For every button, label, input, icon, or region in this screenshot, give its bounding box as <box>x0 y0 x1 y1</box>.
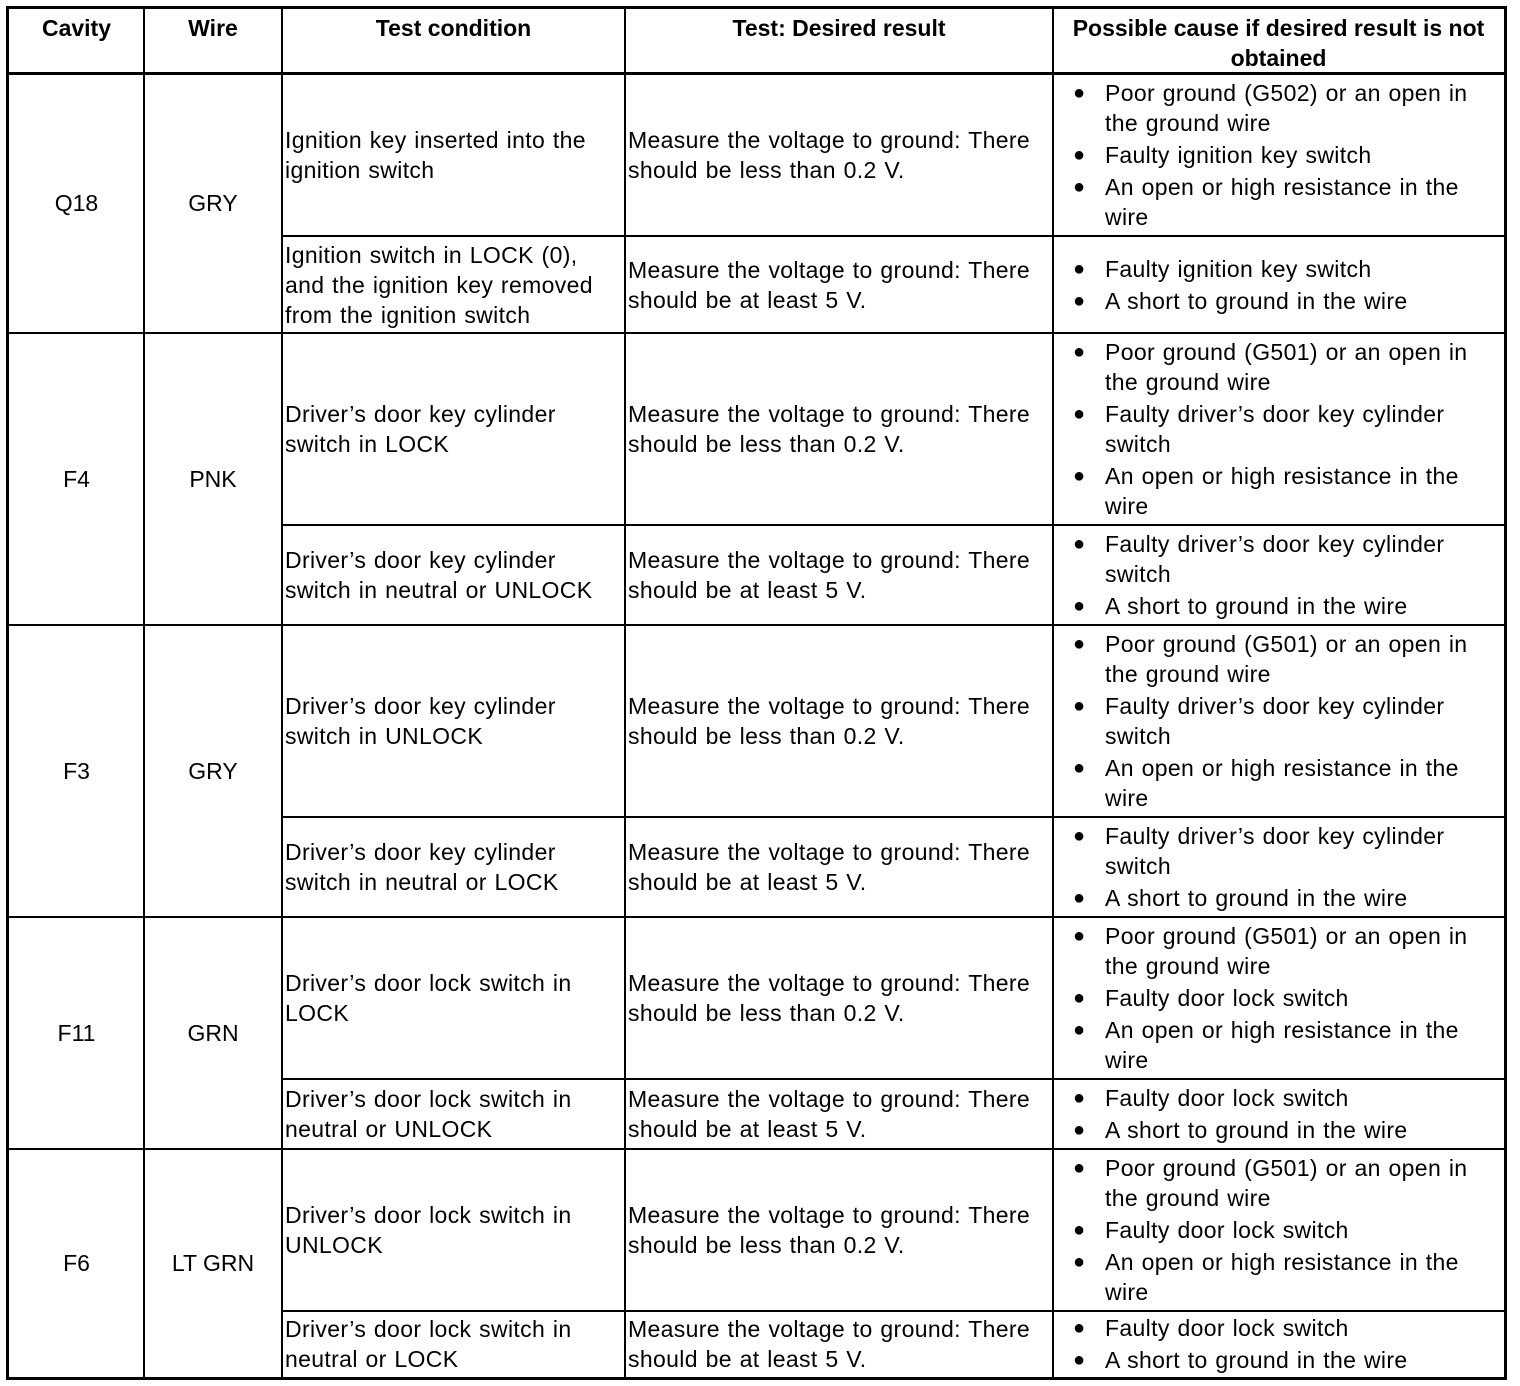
bullet-icon: ● <box>1073 1019 1086 1041</box>
desired-result-text: Measure the voltage to ground: There should be at least 5 V. <box>628 547 1031 603</box>
test-condition-text: Driver’s door lock switch in LOCK <box>285 970 572 1026</box>
header-desired-result: Test: Desired result <box>732 15 946 41</box>
test-condition-text: Driver’s door lock switch in UNLOCK <box>285 1202 572 1258</box>
bullet-icon: ● <box>1073 465 1086 487</box>
test-condition-text: Driver’s door key cylinder switch in LOCK <box>285 401 556 457</box>
cause-text: Poor ground (G501) or an open in the ground wire <box>1105 923 1468 979</box>
bullet-icon: ● <box>1073 403 1086 425</box>
bullet-icon: ● <box>1073 925 1086 947</box>
possible-cause-cell <box>1053 525 1504 625</box>
desired-result-cell <box>625 525 1053 625</box>
possible-cause-cell <box>1053 1079 1504 1149</box>
cause-list-item <box>1073 254 1504 284</box>
cause-list-item <box>1073 529 1504 589</box>
cause-text: Faulty driver’s door key cylinder switch <box>1105 531 1445 587</box>
bullet-icon: ● <box>1073 1349 1086 1371</box>
cause-list-item <box>1073 1215 1504 1245</box>
desired-result-cell <box>625 917 1053 1079</box>
cause-text: Faulty driver’s door key cylinder switch <box>1105 823 1445 879</box>
wire-color-cell: GRN <box>187 1019 239 1046</box>
desired-result-text: Measure the voltage to ground: There should be at least 5 V. <box>628 1086 1031 1142</box>
cause-text: Poor ground (G501) or an open in the ground wire <box>1105 339 1468 395</box>
desired-result-cell <box>625 625 1053 817</box>
cause-text: Faulty door lock switch <box>1105 1217 1349 1243</box>
wire-color-cell: LT GRN <box>171 1249 255 1276</box>
bullet-icon: ● <box>1073 757 1086 779</box>
test-condition-cell <box>282 817 625 917</box>
test-condition-cell <box>282 1149 625 1311</box>
cause-text: Faulty door lock switch <box>1105 1085 1349 1111</box>
cause-text: An open or high resistance in the wire <box>1105 174 1459 230</box>
header-possible-cause: Possible cause if desired result is not obtained <box>1072 15 1485 71</box>
wire-color-cell: PNK <box>189 465 237 492</box>
cause-text: A short to ground in the wire <box>1105 1347 1408 1373</box>
test-condition-cell <box>282 1311 625 1377</box>
bullet-icon: ● <box>1073 825 1086 847</box>
possible-cause-cell <box>1053 625 1504 817</box>
cause-text: Poor ground (G501) or an open in the ground wire <box>1105 631 1468 687</box>
bullet-icon: ● <box>1073 695 1086 717</box>
cause-list-item <box>1073 983 1504 1013</box>
desired-result-cell <box>625 1149 1053 1311</box>
cause-list-item <box>1073 337 1504 397</box>
cause-text: Faulty door lock switch <box>1105 985 1349 1011</box>
cause-list-item <box>1073 78 1504 138</box>
bullet-icon: ● <box>1073 633 1086 655</box>
cause-list-item <box>1073 753 1504 813</box>
test-condition-text: Driver’s door key cylinder switch in UNLOCK <box>285 693 556 749</box>
cause-list-item <box>1073 461 1504 521</box>
desired-result-text: Measure the voltage to ground: There should be at least 5 V. <box>628 1316 1031 1372</box>
bullet-icon: ● <box>1073 289 1086 312</box>
cause-text: A short to ground in the wire <box>1105 1117 1408 1143</box>
desired-result-text: Measure the voltage to ground: There should be less than 0.2 V. <box>628 970 1031 1026</box>
cause-list-item <box>1073 172 1504 232</box>
diagnostic-table <box>6 6 1507 1380</box>
desired-result-cell <box>625 333 1053 525</box>
cavity-cell: Q18 <box>54 190 99 216</box>
cause-text: A short to ground in the wire <box>1105 593 1408 619</box>
desired-result-text: Measure the voltage to ground: There should be less than 0.2 V. <box>628 127 1031 183</box>
cavity-cell: F6 <box>63 1249 90 1276</box>
test-condition-cell <box>282 917 625 1079</box>
test-condition-text: Driver’s door lock switch in neutral or UNLOCK <box>285 1086 572 1142</box>
cause-text: A short to ground in the wire <box>1105 885 1408 911</box>
cause-list-item <box>1073 1345 1504 1375</box>
cause-text: An open or high resistance in the wire <box>1105 463 1459 519</box>
cause-list-item <box>1073 399 1504 459</box>
test-condition-cell <box>282 74 625 236</box>
test-condition-cell <box>282 525 625 625</box>
test-condition-text: Driver’s door key cylinder switch in neutral or LOCK <box>285 839 559 895</box>
cause-text: Poor ground (G502) or an open in the ground wire <box>1105 80 1468 136</box>
desired-result-text: Measure the voltage to ground: There should be at least 5 V. <box>628 839 1031 895</box>
desired-result-text: Measure the voltage to ground: There should be less than 0.2 V. <box>628 401 1031 457</box>
wire-color-cell: GRY <box>188 190 238 216</box>
bullet-icon: ● <box>1073 1251 1086 1273</box>
test-condition-text: Ignition key inserted into the ignition switch <box>285 127 586 183</box>
cavity-cell: F4 <box>63 465 90 492</box>
bullet-icon: ● <box>1073 341 1086 363</box>
cause-text: Faulty ignition key switch <box>1105 142 1372 168</box>
cavity-cell: F3 <box>63 757 90 784</box>
cause-text: Faulty ignition key switch <box>1105 255 1372 282</box>
cause-text: An open or high resistance in the wire <box>1105 1249 1459 1305</box>
test-condition-cell <box>282 625 625 817</box>
test-condition-cell <box>282 333 625 525</box>
cause-text: A short to ground in the wire <box>1105 287 1408 314</box>
bullet-icon: ● <box>1073 1119 1086 1141</box>
cause-list-item <box>1073 1313 1504 1343</box>
possible-cause-cell <box>1053 74 1504 236</box>
cause-text: Faulty driver’s door key cylinder switch <box>1105 401 1445 457</box>
bullet-icon: ● <box>1073 1219 1086 1241</box>
possible-cause-cell <box>1053 333 1504 525</box>
bullet-icon: ● <box>1073 1157 1086 1179</box>
test-condition-text: Driver’s door lock switch in neutral or LOCK <box>285 1316 572 1372</box>
bullet-icon: ● <box>1073 257 1086 280</box>
header-test-condition: Test condition <box>375 15 532 41</box>
cause-list-item <box>1073 591 1504 621</box>
header-cavity: Cavity <box>41 15 112 41</box>
bullet-icon: ● <box>1073 533 1086 555</box>
bullet-icon: ● <box>1073 1317 1086 1339</box>
cause-text: An open or high resistance in the wire <box>1105 1017 1459 1073</box>
bullet-icon: ● <box>1073 595 1086 617</box>
test-condition-cell <box>282 236 625 333</box>
cavity-cell: F11 <box>57 1019 96 1046</box>
possible-cause-cell <box>1053 917 1504 1079</box>
desired-result-cell <box>625 1311 1053 1377</box>
cause-list-item <box>1073 629 1504 689</box>
desired-result-cell <box>625 236 1053 333</box>
cause-list-item <box>1073 1115 1504 1145</box>
possible-cause-cell <box>1053 1311 1504 1377</box>
test-condition-text: Ignition switch in LOCK (0), and the ignition key removed from the ignition switch <box>285 241 593 328</box>
cause-list-item <box>1073 1247 1504 1307</box>
desired-result-text: Measure the voltage to ground: There should be at least 5 V. <box>628 256 1031 313</box>
desired-result-cell <box>625 74 1053 236</box>
cause-list-item <box>1073 1015 1504 1075</box>
desired-result-text: Measure the voltage to ground: There should be less than 0.2 V. <box>628 1202 1031 1258</box>
bullet-icon: ● <box>1073 82 1086 104</box>
bullet-icon: ● <box>1073 1087 1086 1109</box>
cause-text: An open or high resistance in the wire <box>1105 755 1459 811</box>
bullet-icon: ● <box>1073 176 1086 198</box>
cause-list-item <box>1073 140 1504 170</box>
possible-cause-cell <box>1053 817 1504 917</box>
cause-text: Faulty driver’s door key cylinder switch <box>1105 693 1445 749</box>
wire-color-cell: GRY <box>188 757 238 784</box>
cause-list-item <box>1073 1083 1504 1113</box>
desired-result-text: Measure the voltage to ground: There should be less than 0.2 V. <box>628 693 1031 749</box>
bullet-icon: ● <box>1073 887 1086 909</box>
desired-result-cell <box>625 1079 1053 1149</box>
cause-list-item <box>1073 921 1504 981</box>
cause-text: Faulty door lock switch <box>1105 1315 1349 1341</box>
test-condition-text: Driver’s door key cylinder switch in neutral or UNLOCK <box>285 547 593 603</box>
bullet-icon: ● <box>1073 987 1086 1009</box>
desired-result-cell <box>625 817 1053 917</box>
possible-cause-cell <box>1053 236 1504 333</box>
test-condition-cell <box>282 1079 625 1149</box>
header-wire: Wire <box>188 15 238 41</box>
cause-list-item <box>1073 286 1504 316</box>
cause-list-item <box>1073 1153 1504 1213</box>
cause-list-item <box>1073 883 1504 913</box>
bullet-icon: ● <box>1073 144 1086 166</box>
cause-text: Poor ground (G501) or an open in the ground wire <box>1105 1155 1468 1211</box>
possible-cause-cell <box>1053 1149 1504 1311</box>
cause-list-item <box>1073 821 1504 881</box>
cause-list-item <box>1073 691 1504 751</box>
